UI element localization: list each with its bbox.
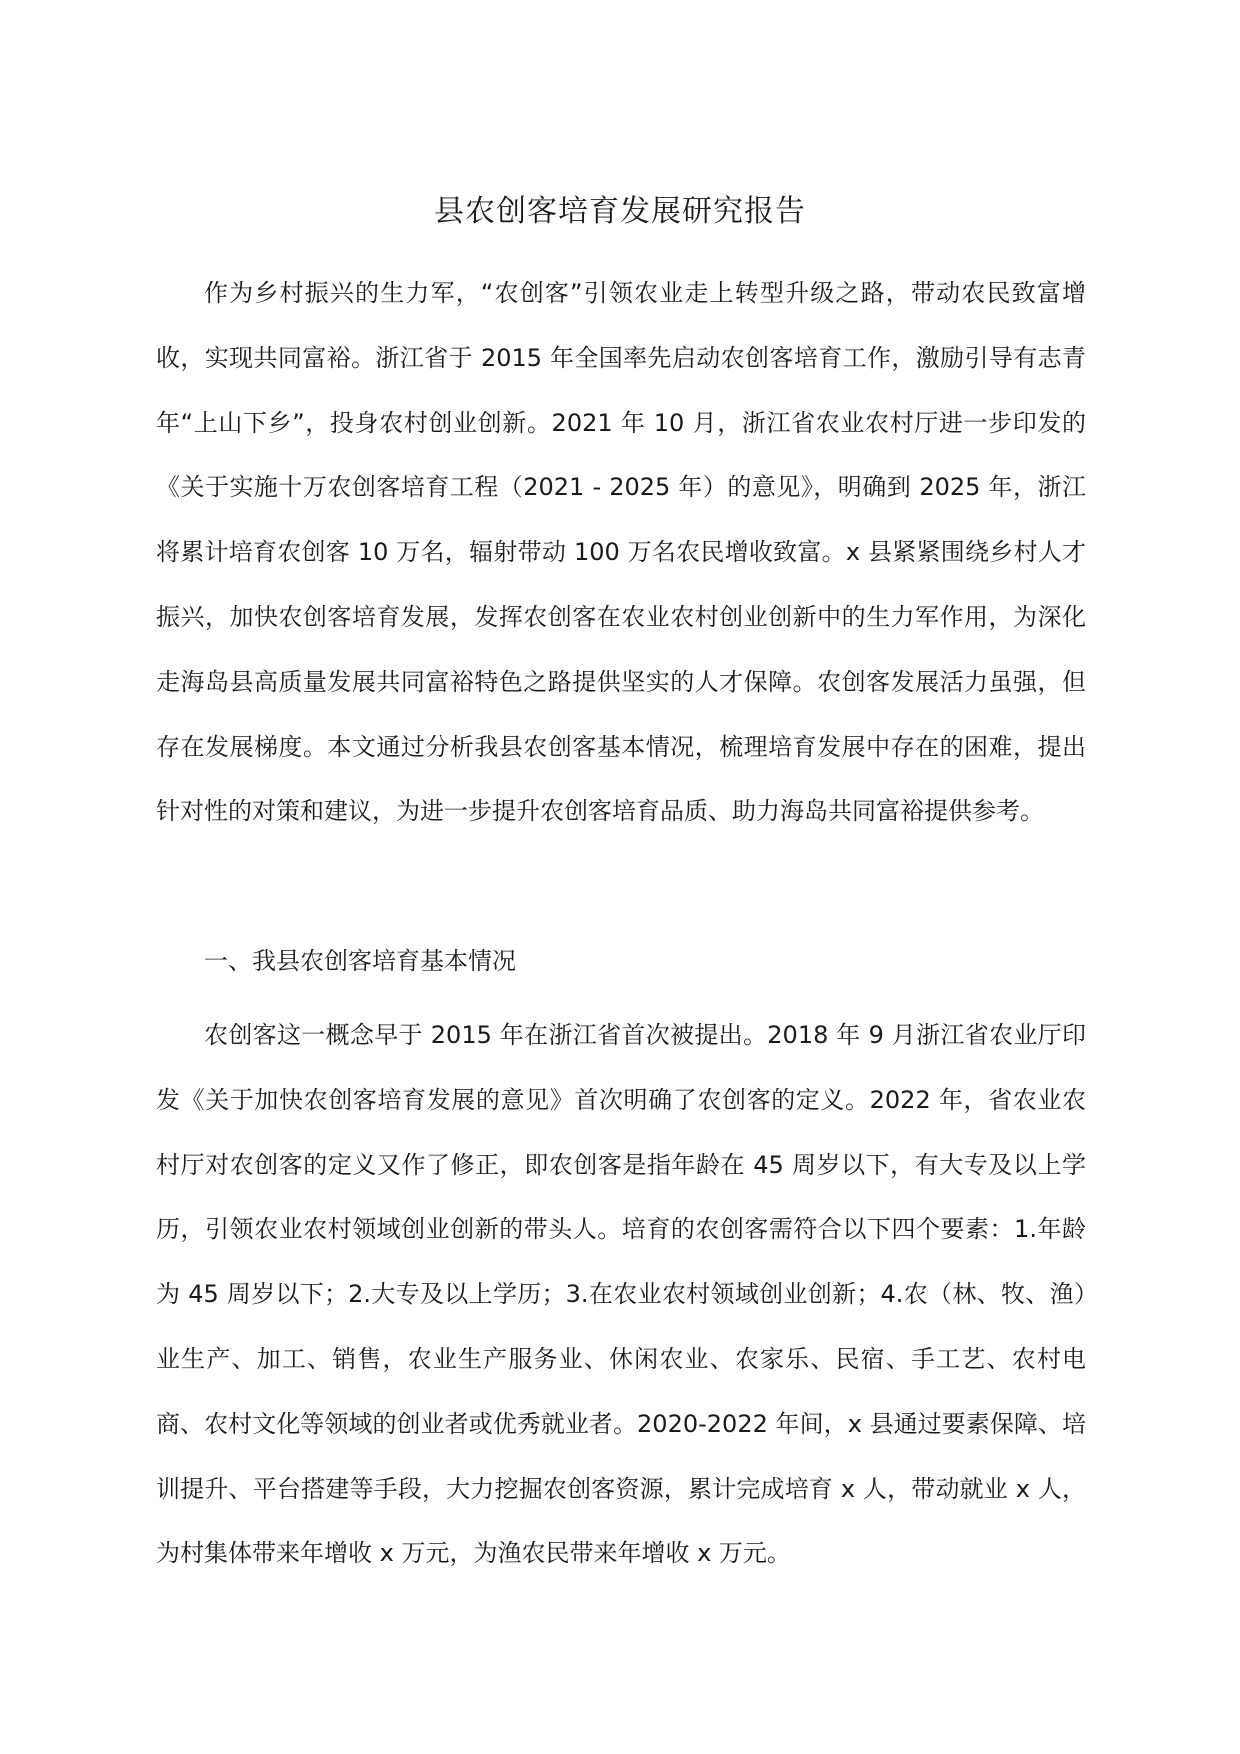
- document-title: 县农创客培育发展研究报告: [434, 194, 806, 229]
- section-paragraph: 农创客这一概念早于 2015 年在浙江省首次被提出。2018 年 9 月浙江省农业厅印发《关于加快农创客培育发展的意见》首次明确了农创客的定义。2022 年，省农业农村厅对农创客的定义又作了修正，即农创客是指年龄在 45 周岁以下，有大专及以上学历，引领农业农村领域创业创新的带头人。培育的农创客需符合以下四个要素：1.年龄为 45 周岁以下；2.大专及以上学历；3.在农业农村领域创业创新；4.农（林、牧、渔）业生产、加工、销售，农业生产服务业、休闲农业、农家乐、民宿、手工艺、农村电商、农村文化等领域的创业者或优秀就业者。2020-2022 年间，x 县通过要素保障、培训提升、平台搭建等手段，大力挖掘农创客资源，累计完成培育 x 人，带动就业 x 人，为村集体带来年增收 x 万元，为渔农民带来年增收 x 万元。: [156, 1021, 1086, 1568]
- intro-paragraph: 作为乡村振兴的生力军，“农创客”引领农业走上转型升级之路，带动农民致富增收，实现共同富裕。浙江省于 2015 年全国率先启动农创客培育工作，激励引导有志青年“上山下乡”，投身农村创业创新。2021 年 10 月，浙江省农业农村厅进一步印发的《关于实施十万农创客培育工程（2021 - 2025 年）的意见》，明确到 2025 年，浙江将累计培育农创客 10 万名，辐射带动 100 万名农民增收致富。x 县紧紧围绕乡村人才振兴，加快农创客培育发展，发挥农创客在农业农村创业创新中的生力军作用，为深化走海岛县高质量发展共同富裕特色之路提供坚实的人才保障。农创客发展活力虽强，但存在发展梯度。本文通过分析我县农创客基本情况，梳理培育发展中存在的困难，提出针对性的对策和建议，为进一步提升农创客培育品质、助力海岛共同富裕提供参考。: [156, 279, 1086, 826]
- section-heading: 一、我县农创客培育基本情况: [204, 947, 516, 975]
